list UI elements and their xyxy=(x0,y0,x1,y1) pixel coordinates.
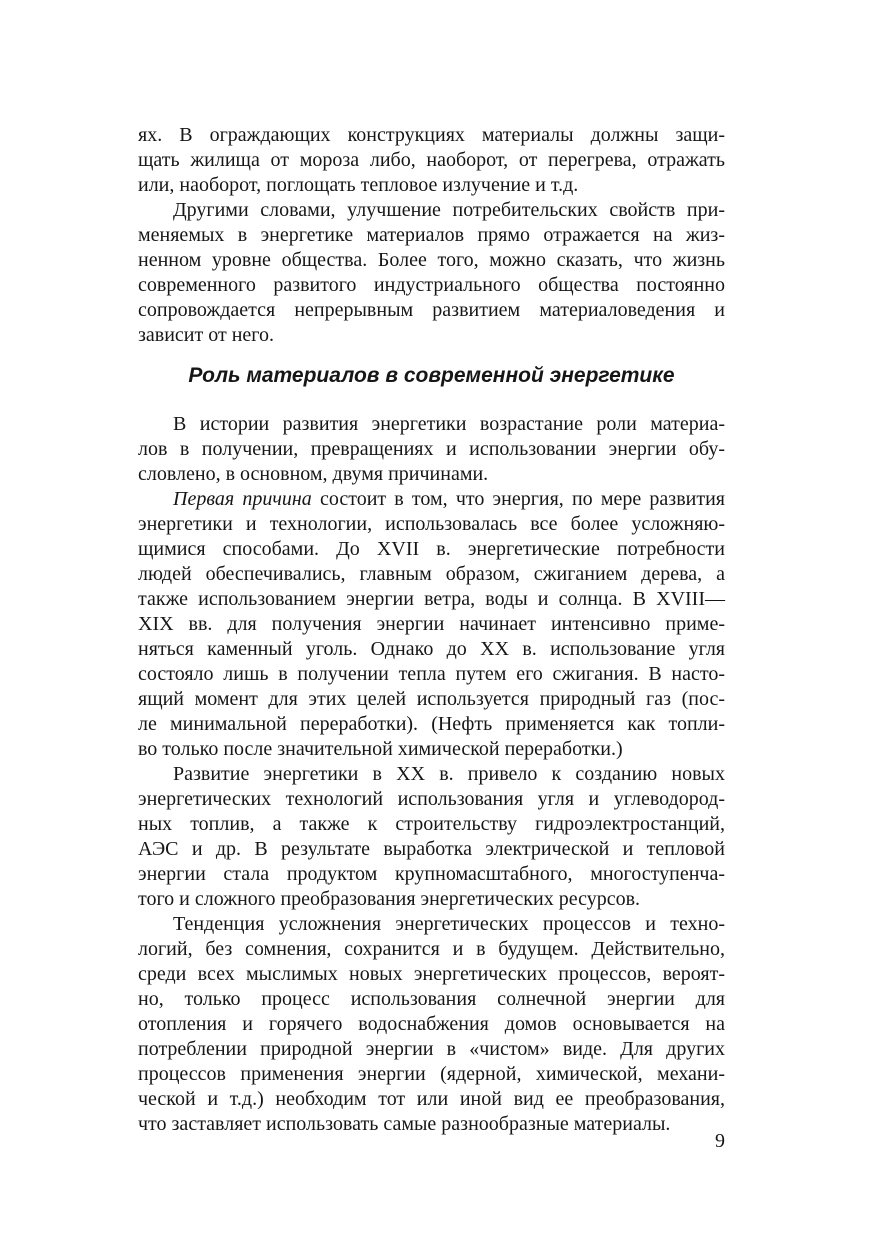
text-line: Другими словами, улучшение потребительских свойств при- xyxy=(173,199,725,221)
text-line: также использованием энергии ветра, воды и солнца. В XVIII— xyxy=(138,588,725,610)
text-line: ных топлив, а также к строительству гидроэлектростанций, xyxy=(138,813,725,835)
text-line: Развитие энергетики в XX в. привело к созданию новых xyxy=(173,763,725,785)
text-line: сопровождается непрерывным развитием материаловедения и xyxy=(138,299,725,321)
text-line: зависит от него. xyxy=(138,324,275,346)
text-line: няться каменный уголь. Однако до XX в. использование угля xyxy=(138,638,725,660)
text-line: энергетики и технологии, использовалась все более усложняю- xyxy=(138,513,725,535)
paragraph xyxy=(138,123,725,198)
text-line: щать жилища от мороза либо, наоборот, от перегрева, отражать xyxy=(138,149,725,171)
text-line: энергетических технологий использования угля и углеводород- xyxy=(138,788,725,810)
text-line: отопления и горячего водоснабжения домов основывается на xyxy=(138,1013,725,1035)
page-number: 9 xyxy=(715,1130,725,1152)
text-line: того и сложного преобразования энергетических ресурсов. xyxy=(138,888,641,910)
paragraph xyxy=(138,487,725,762)
text-line: энергии стала продуктом крупномасштабного, многоступенча- xyxy=(138,863,725,885)
text-line: состояло лишь в получении тепла путем его сжигания. В насто- xyxy=(138,663,725,685)
text-line: щимися способами. До XVII в. энергетические потребности xyxy=(138,538,725,560)
text-line: Тенденция усложнения энергетических процессов и техно- xyxy=(173,913,725,935)
text-line: ческой и т.д.) необходим тот или иной вид ее преобразования, xyxy=(138,1088,725,1110)
text-line: процессов применения энергии (ядерной, химической, механи- xyxy=(138,1063,725,1085)
text-line: людей обеспечивались, главным образом, сжиганием дерева, а xyxy=(138,563,725,585)
italic-run: Первая причина xyxy=(173,488,312,510)
text-line: или, наоборот, поглощать тепловое излучение и т.д. xyxy=(138,174,579,196)
paragraph xyxy=(138,198,725,348)
text-line: логий, без сомнения, сохранится и в будущем. Действительно, xyxy=(138,938,725,960)
text-line: В истории развития энергетики возрастание роли материа- xyxy=(173,413,725,435)
text-column xyxy=(138,123,725,1137)
paragraph xyxy=(138,412,725,487)
text-run: состоит в том, что энергия, по мере развития xyxy=(311,488,725,510)
text-line xyxy=(138,487,725,512)
text-line: АЭС и др. В результате выработка электрической и тепловой xyxy=(138,838,725,860)
text-line: ненном уровне общества. Более того, можно сказать, что жизнь xyxy=(138,249,725,271)
text-line: словлено, в основном, двумя причинами. xyxy=(138,463,489,485)
paragraph xyxy=(138,762,725,912)
text-line: что заставляет использовать самые разнообразные материалы. xyxy=(138,1113,671,1135)
text-line: во только после значительной химической переработки.) xyxy=(138,738,623,760)
text-line: лов в получении, превращениях и использовании энергии обу- xyxy=(138,438,725,460)
paragraph xyxy=(138,912,725,1137)
text-line: ящий момент для этих целей используется природный газ (пос- xyxy=(138,688,725,710)
text-line: меняемых в энергетике материалов прямо отражается на жиз- xyxy=(138,224,725,246)
text-line: современного развитого индустриального общества постоянно xyxy=(138,274,725,296)
text-line: потреблении природной энергии в «чистом» виде. Для других xyxy=(138,1038,725,1060)
text-line: но, только процесс использования солнечной энергии для xyxy=(138,988,725,1010)
text-line: среди всех мыслимых новых энергетических процессов, вероят- xyxy=(138,963,725,985)
section-heading: Роль материалов в современной энергетике xyxy=(188,364,675,387)
text-line: XIX вв. для получения энергии начинает интенсивно приме- xyxy=(138,613,725,635)
text-line: ле минимальной переработки). (Нефть применяется как топли- xyxy=(138,713,725,735)
text-line: ях. В ограждающих конструкциях материалы должны защи- xyxy=(138,124,725,146)
